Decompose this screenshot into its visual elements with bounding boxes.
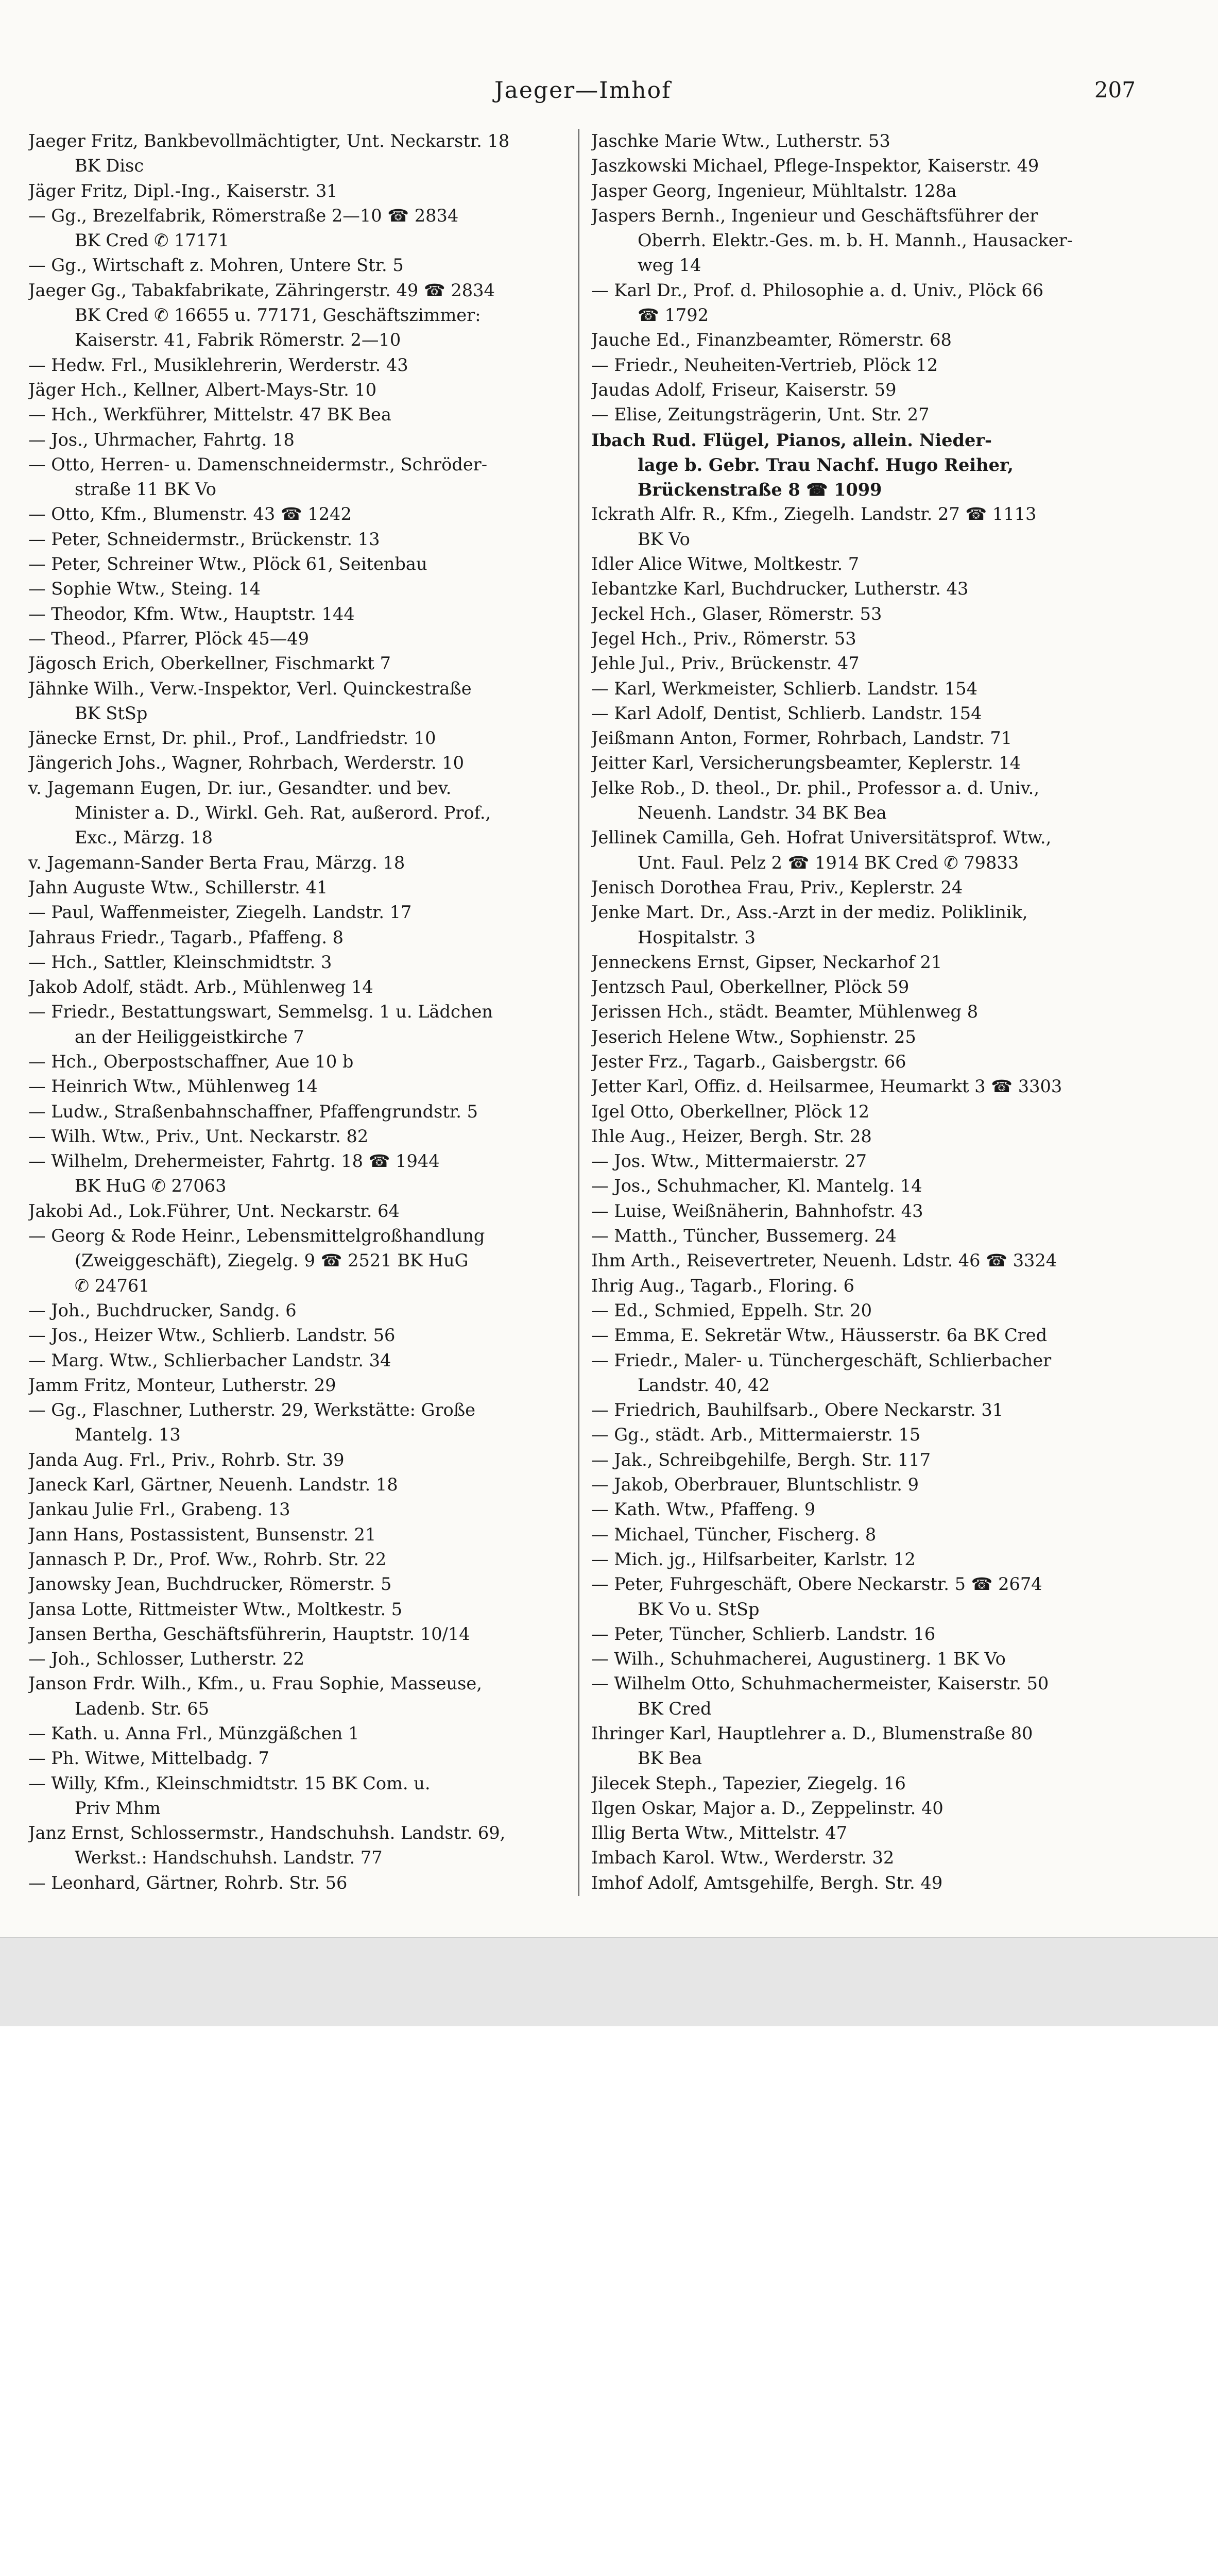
directory-entry-line: Jehle Jul., Priv., Brückenstr. 47 bbox=[591, 653, 860, 674]
directory-entry-line: Jannasch P. Dr., Prof. Ww., Rohrb. Str. 22 bbox=[28, 1549, 387, 1569]
directory-entry-line: — Kath. u. Anna Frl., Münzgäßchen 1 bbox=[28, 1723, 359, 1743]
directory-entry-line: Jänecke Ernst, Dr. phil., Prof., Landfriedstr. 10 bbox=[28, 728, 436, 749]
directory-entry-line: BK StSp bbox=[75, 703, 148, 723]
running-head: Jaeger—Imhof bbox=[494, 77, 672, 104]
directory-entry-line: Ihringer Karl, Hauptlehrer a. D., Blumenstraße 80 bbox=[591, 1723, 1033, 1743]
directory-entry-line: Jähnke Wilh., Verw.-Inspektor, Verl. Quinckestraße bbox=[28, 678, 472, 699]
directory-entry-line: — Paul, Waffenmeister, Ziegelh. Landstr. 17 bbox=[28, 902, 412, 923]
directory-entry-line: — Hch., Oberpostschaffner, Aue 10 b bbox=[28, 1051, 354, 1072]
directory-entry-line: Jentzsch Paul, Oberkellner, Plöck 59 bbox=[591, 977, 910, 997]
footer-bar bbox=[0, 1937, 1218, 2026]
directory-entry-line: Jauche Ed., Finanzbeamter, Römerstr. 68 bbox=[591, 330, 952, 350]
directory-entry-line: Jasper Georg, Ingenieur, Mühltalstr. 128a bbox=[591, 180, 957, 201]
directory-entry-line: — Georg & Rode Heinr., Lebensmittelgroßhandlung bbox=[28, 1226, 485, 1246]
directory-entry-line: — Hedw. Frl., Musiklehrerin, Werderstr. 43 bbox=[28, 354, 408, 375]
directory-entry-line: Ihle Aug., Heizer, Bergh. Str. 28 bbox=[591, 1126, 872, 1146]
directory-entry-line: Kaiserstr. 41, Fabrik Römerstr. 2—10 bbox=[75, 330, 401, 350]
directory-entry-line: Jamm Fritz, Monteur, Lutherstr. 29 bbox=[28, 1375, 336, 1395]
directory-entry-line: — Ph. Witwe, Mittelbadg. 7 bbox=[28, 1748, 269, 1769]
directory-entry-line: Jängerich Johs., Wagner, Rohrbach, Werderstr. 10 bbox=[28, 753, 464, 773]
directory-entry-line: Jeitter Karl, Versicherungsbeamter, Keplerstr. 14 bbox=[591, 753, 1021, 773]
right-column bbox=[591, 129, 1199, 1895]
directory-entry-line: straße 11 BK Vo bbox=[75, 479, 216, 500]
directory-entry-line: Jahraus Friedr., Tagarb., Pfaffeng. 8 bbox=[28, 927, 344, 947]
directory-entry-line: Janz Ernst, Schlossermstr., Handschuhsh. Landstr. 69, bbox=[28, 1823, 506, 1843]
directory-entry-line: Priv Mhm bbox=[75, 1798, 161, 1818]
directory-entry-line: — Peter, Schneidermstr., Brückenstr. 13 bbox=[28, 529, 380, 549]
directory-entry-line: — Elise, Zeitungsträgerin, Unt. Str. 27 bbox=[591, 404, 930, 425]
directory-entry-line: — Gg., Brezelfabrik, Römerstraße 2—10 ☎ 2834 bbox=[28, 205, 459, 226]
directory-entry-line: Ibach Rud. Flügel, Pianos, allein. Nieder- bbox=[591, 429, 992, 450]
directory-entry-line: — Wilh. Wtw., Priv., Unt. Neckarstr. 82 bbox=[28, 1126, 369, 1146]
directory-entry-line: Jeißmann Anton, Former, Rohrbach, Landstr. 71 bbox=[591, 728, 1013, 749]
directory-entry-line: BK Cred ✆ 16655 u. 77171, Geschäftszimmer: bbox=[75, 305, 481, 326]
directory-entry-line: Jäger Hch., Kellner, Albert-Mays-Str. 10 bbox=[28, 379, 377, 400]
directory-entry-line: Jilecek Steph., Tapezier, Ziegelg. 16 bbox=[591, 1773, 906, 1793]
directory-entry-line: Jetter Karl, Offiz. d. Heilsarmee, Heumarkt 3 ☎ 3303 bbox=[591, 1076, 1062, 1097]
directory-entry-line: — Mich. jg., Hilfsarbeiter, Karlstr. 12 bbox=[591, 1549, 916, 1569]
directory-entry-line: — Otto, Kfm., Blumenstr. 43 ☎ 1242 bbox=[28, 504, 352, 524]
directory-entry-line: Jäger Fritz, Dipl.-Ing., Kaiserstr. 31 bbox=[28, 180, 338, 201]
directory-entry-line: Janda Aug. Frl., Priv., Rohrb. Str. 39 bbox=[28, 1449, 345, 1470]
page-number: 207 bbox=[1094, 77, 1136, 103]
directory-entry-line: — Jos., Uhrmacher, Fahrtg. 18 bbox=[28, 429, 295, 450]
directory-entry-line: — Jakob, Oberbrauer, Bluntschlistr. 9 bbox=[591, 1475, 919, 1495]
directory-entry-line: Jakob Adolf, städt. Arb., Mühlenweg 14 bbox=[28, 977, 373, 997]
directory-entry-line: — Peter, Schreiner Wtw., Plöck 61, Seitenbau bbox=[28, 554, 427, 574]
directory-entry-line: — Wilhelm, Drehermeister, Fahrtg. 18 ☎ 1944 bbox=[28, 1151, 440, 1172]
directory-entry-line: Imhof Adolf, Amtsgehilfe, Bergh. Str. 49 bbox=[591, 1872, 943, 1893]
directory-entry-line: ✆ 24761 bbox=[75, 1275, 150, 1296]
directory-entry-line: — Hch., Werkführer, Mittelstr. 47 BK Bea bbox=[28, 404, 391, 425]
directory-entry-line: Jann Hans, Postassistent, Bunsenstr. 21 bbox=[28, 1524, 376, 1545]
directory-entry-line: BK Vo bbox=[638, 529, 690, 549]
directory-entry-line: Exc., Märzg. 18 bbox=[75, 827, 213, 848]
directory-entry-line: — Friedr., Neuheiten-Vertrieb, Plöck 12 bbox=[591, 354, 938, 375]
directory-entry-line: Landstr. 40, 42 bbox=[638, 1375, 770, 1395]
directory-entry-line: — Karl, Werkmeister, Schlierb. Landstr. 154 bbox=[591, 678, 977, 699]
directory-entry-line: — Kath. Wtw., Pfaffeng. 9 bbox=[591, 1499, 816, 1520]
directory-entry-line: Jenneckens Ernst, Gipser, Neckarhof 21 bbox=[591, 952, 942, 972]
directory-entry-line: Brückenstraße 8 ☎ 1099 bbox=[638, 479, 882, 500]
directory-entry-line: ☎ 1792 bbox=[638, 305, 709, 326]
directory-entry-line: lage b. Gebr. Trau Nachf. Hugo Reiher, bbox=[638, 454, 1014, 475]
directory-entry-line: Jeserich Helene Wtw., Sophienstr. 25 bbox=[591, 1026, 916, 1047]
directory-entry-line: Jenke Mart. Dr., Ass.-Arzt in der mediz. Poliklinik, bbox=[591, 902, 1028, 923]
directory-entry-line: Idler Alice Witwe, Moltkestr. 7 bbox=[591, 554, 860, 574]
directory-entry-line: BK Cred ✆ 17171 bbox=[75, 230, 229, 251]
directory-entry-line: — Otto, Herren- u. Damenschneidermstr., Schröder- bbox=[28, 454, 488, 474]
directory-entry-line: Ihm Arth., Reisevertreter, Neuenh. Ldstr. 46 ☎ 3324 bbox=[591, 1250, 1057, 1271]
directory-entry-line: Jenisch Dorothea Frau, Priv., Keplerstr. 24 bbox=[591, 877, 963, 897]
directory-entry-line: Jester Frz., Tagarb., Gaisbergstr. 66 bbox=[591, 1051, 906, 1072]
directory-entry-line: Minister a. D., Wirkl. Geh. Rat, außerord. Prof., bbox=[75, 803, 491, 823]
directory-entry-line: Oberrh. Elektr.-Ges. m. b. H. Mannh., Hausacker- bbox=[638, 230, 1073, 251]
directory-entry-line: Janowsky Jean, Buchdrucker, Römerstr. 5 bbox=[28, 1574, 392, 1595]
directory-entry-line: BK Bea bbox=[638, 1748, 702, 1769]
directory-entry-line: Jaeger Fritz, Bankbevollmächtigter, Unt. Neckarstr. 18 bbox=[28, 131, 510, 151]
directory-entry-line: v. Jagemann-Sander Berta Frau, Märzg. 18 bbox=[28, 852, 405, 873]
directory-entry-line: BK Vo u. StSp bbox=[638, 1599, 760, 1619]
directory-entry-line: — Gg., städt. Arb., Mittermaierstr. 15 bbox=[591, 1425, 921, 1445]
directory-entry-line: Jellinek Camilla, Geh. Hofrat Universitätsprof. Wtw., bbox=[591, 827, 1052, 848]
directory-entry-line: — Heinrich Wtw., Mühlenweg 14 bbox=[28, 1076, 318, 1097]
directory-entry-line: — Karl Dr., Prof. d. Philosophie a. d. Univ., Plöck 66 bbox=[591, 280, 1044, 300]
directory-entry-line: — Ludw., Straßenbahnschaffner, Pfaffengrundstr. 5 bbox=[28, 1101, 478, 1122]
directory-entry-line: — Michael, Tüncher, Fischerg. 8 bbox=[591, 1524, 877, 1545]
directory-entry-line: — Emma, E. Sekretär Wtw., Häusserstr. 6a BK Cred bbox=[591, 1325, 1048, 1346]
directory-entry-line: — Wilhelm Otto, Schuhmachermeister, Kaiserstr. 50 bbox=[591, 1673, 1049, 1694]
directory-entry-line: — Joh., Schlosser, Lutherstr. 22 bbox=[28, 1649, 305, 1669]
directory-entry-line: — Leonhard, Gärtner, Rohrb. Str. 56 bbox=[28, 1872, 348, 1893]
directory-entry-line: Jankau Julie Frl., Grabeng. 13 bbox=[28, 1499, 290, 1520]
directory-entry-line: — Friedr., Maler- u. Tünchergeschäft, Schlierbacher bbox=[591, 1350, 1052, 1370]
directory-entry-line: v. Jagemann Eugen, Dr. iur., Gesandter. und bev. bbox=[28, 777, 452, 798]
directory-entry-line: Jansen Bertha, Geschäftsführerin, Hauptstr. 10/14 bbox=[28, 1623, 470, 1644]
directory-entry-line: — Jos. Wtw., Mittermaierstr. 27 bbox=[591, 1151, 867, 1172]
directory-entry-line: — Marg. Wtw., Schlierbacher Landstr. 34 bbox=[28, 1350, 391, 1370]
directory-entry-line: Jägosch Erich, Oberkellner, Fischmarkt 7 bbox=[28, 653, 391, 674]
directory-entry-line: — Theod., Pfarrer, Plöck 45—49 bbox=[28, 628, 310, 649]
directory-entry-line: Jaschke Marie Wtw., Lutherstr. 53 bbox=[591, 131, 890, 151]
directory-entry-line: Janeck Karl, Gärtner, Neuenh. Landstr. 18 bbox=[28, 1475, 398, 1495]
directory-entry-line: — Wilh., Schuhmacherei, Augustinerg. 1 BK Vo bbox=[591, 1649, 1006, 1669]
directory-entry-line: Jaspers Bernh., Ingenieur und Geschäftsführer der bbox=[591, 205, 1038, 226]
directory-entry-line: Ladenb. Str. 65 bbox=[75, 1698, 210, 1719]
directory-entry-line: — Theodor, Kfm. Wtw., Hauptstr. 144 bbox=[28, 603, 355, 624]
directory-entry-line: Jeckel Hch., Glaser, Römerstr. 53 bbox=[591, 603, 882, 624]
directory-entry-line: weg 14 bbox=[638, 255, 701, 276]
directory-entry-line: Iebantzke Karl, Buchdrucker, Lutherstr. 43 bbox=[591, 579, 969, 599]
directory-entry-line: — Luise, Weißnäherin, Bahnhofstr. 43 bbox=[591, 1200, 923, 1221]
directory-entry-line: — Hch., Sattler, Kleinschmidtstr. 3 bbox=[28, 952, 332, 972]
directory-entry-line: — Sophie Wtw., Steing. 14 bbox=[28, 579, 261, 599]
directory-entry-line: Jaudas Adolf, Friseur, Kaiserstr. 59 bbox=[591, 379, 897, 400]
directory-entry-line: Imbach Karol. Wtw., Werderstr. 32 bbox=[591, 1848, 895, 1868]
directory-entry-line: an der Heiliggeistkirche 7 bbox=[75, 1026, 304, 1047]
directory-entry-line: Jahn Auguste Wtw., Schillerstr. 41 bbox=[28, 877, 328, 897]
directory-entry-line: Illig Berta Wtw., Mittelstr. 47 bbox=[591, 1823, 848, 1843]
directory-entry-line: — Matth., Tüncher, Bussemerg. 24 bbox=[591, 1226, 897, 1246]
directory-entry-line: — Jos., Schuhmacher, Kl. Mantelg. 14 bbox=[591, 1176, 922, 1196]
directory-entry-line: Ickrath Alfr. R., Kfm., Ziegelh. Landstr. 27 ☎ 1113 bbox=[591, 504, 1037, 524]
directory-entry-line: Igel Otto, Oberkellner, Plöck 12 bbox=[591, 1101, 870, 1122]
directory-entry-line: — Peter, Tüncher, Schlierb. Landstr. 16 bbox=[591, 1623, 936, 1644]
directory-entry-line: Jaszkowski Michael, Pflege-Inspektor, Kaiserstr. 49 bbox=[591, 156, 1039, 176]
directory-entry-line: — Ed., Schmied, Eppelh. Str. 20 bbox=[591, 1300, 872, 1320]
directory-entry-line: Werkst.: Handschuhsh. Landstr. 77 bbox=[75, 1848, 383, 1868]
directory-entry-line: — Karl Adolf, Dentist, Schlierb. Landstr. 154 bbox=[591, 703, 982, 723]
directory-entry-line: Jerissen Hch., städt. Beamter, Mühlenweg 8 bbox=[591, 1002, 979, 1022]
directory-entry-line: BK HuG ✆ 27063 bbox=[75, 1176, 227, 1196]
directory-entry-line: — Friedr., Bestattungswart, Semmelsg. 1 u. Lädchen bbox=[28, 1002, 493, 1022]
directory-entry-line: — Jos., Heizer Wtw., Schlierb. Landstr. 56 bbox=[28, 1325, 396, 1346]
directory-entry-line: — Gg., Wirtschaft z. Mohren, Untere Str. 5 bbox=[28, 255, 404, 276]
directory-entry-line: Ilgen Oskar, Major a. D., Zeppelinstr. 40 bbox=[591, 1798, 943, 1818]
directory-entry-line: Ihrig Aug., Tagarb., Floring. 6 bbox=[591, 1275, 854, 1296]
directory-entry-line: Jelke Rob., D. theol., Dr. phil., Professor a. d. Univ., bbox=[591, 777, 1040, 798]
directory-entry-line: — Gg., Flaschner, Lutherstr. 29, Werkstätte: Große bbox=[28, 1400, 476, 1420]
directory-entry-line: — Peter, Fuhrgeschäft, Obere Neckarstr. 5 ☎ 2674 bbox=[591, 1574, 1042, 1595]
directory-entry-line: Jansa Lotte, Rittmeister Wtw., Moltkestr. 5 bbox=[28, 1599, 403, 1619]
directory-entry-line: — Willy, Kfm., Kleinschmidtstr. 15 BK Com. u. bbox=[28, 1773, 431, 1793]
directory-entry-line: BK Cred bbox=[638, 1698, 712, 1719]
directory-entry-line: — Friedrich, Bauhilfsarb., Obere Neckarstr. 31 bbox=[591, 1400, 1004, 1420]
directory-entry-line: Unt. Faul. Pelz 2 ☎ 1914 BK Cred ✆ 79833 bbox=[638, 852, 1019, 873]
directory-entry-line: — Jak., Schreibgehilfe, Bergh. Str. 117 bbox=[591, 1449, 931, 1470]
directory-entry-line: — Joh., Buchdrucker, Sandg. 6 bbox=[28, 1300, 297, 1320]
directory-entry-line: BK Disc bbox=[75, 156, 144, 176]
directory-entry-line: Janson Frdr. Wilh., Kfm., u. Frau Sophie, Masseuse, bbox=[28, 1673, 482, 1694]
directory-entry-line: Jakobi Ad., Lok.Führer, Unt. Neckarstr. 64 bbox=[28, 1200, 400, 1221]
directory-entry-line: (Zweiggeschäft), Ziegelg. 9 ☎ 2521 BK HuG bbox=[75, 1250, 469, 1271]
directory-entry-line: Jegel Hch., Priv., Römerstr. 53 bbox=[591, 628, 856, 649]
directory-entry-line: Jaeger Gg., Tabakfabrikate, Zähringerstr. 49 ☎ 2834 bbox=[28, 280, 495, 300]
directory-entry-line: Neuenh. Landstr. 34 BK Bea bbox=[638, 803, 887, 823]
directory-entry-line: Mantelg. 13 bbox=[75, 1425, 181, 1445]
left-column bbox=[28, 129, 579, 1896]
directory-entry-line: Hospitalstr. 3 bbox=[638, 927, 756, 947]
